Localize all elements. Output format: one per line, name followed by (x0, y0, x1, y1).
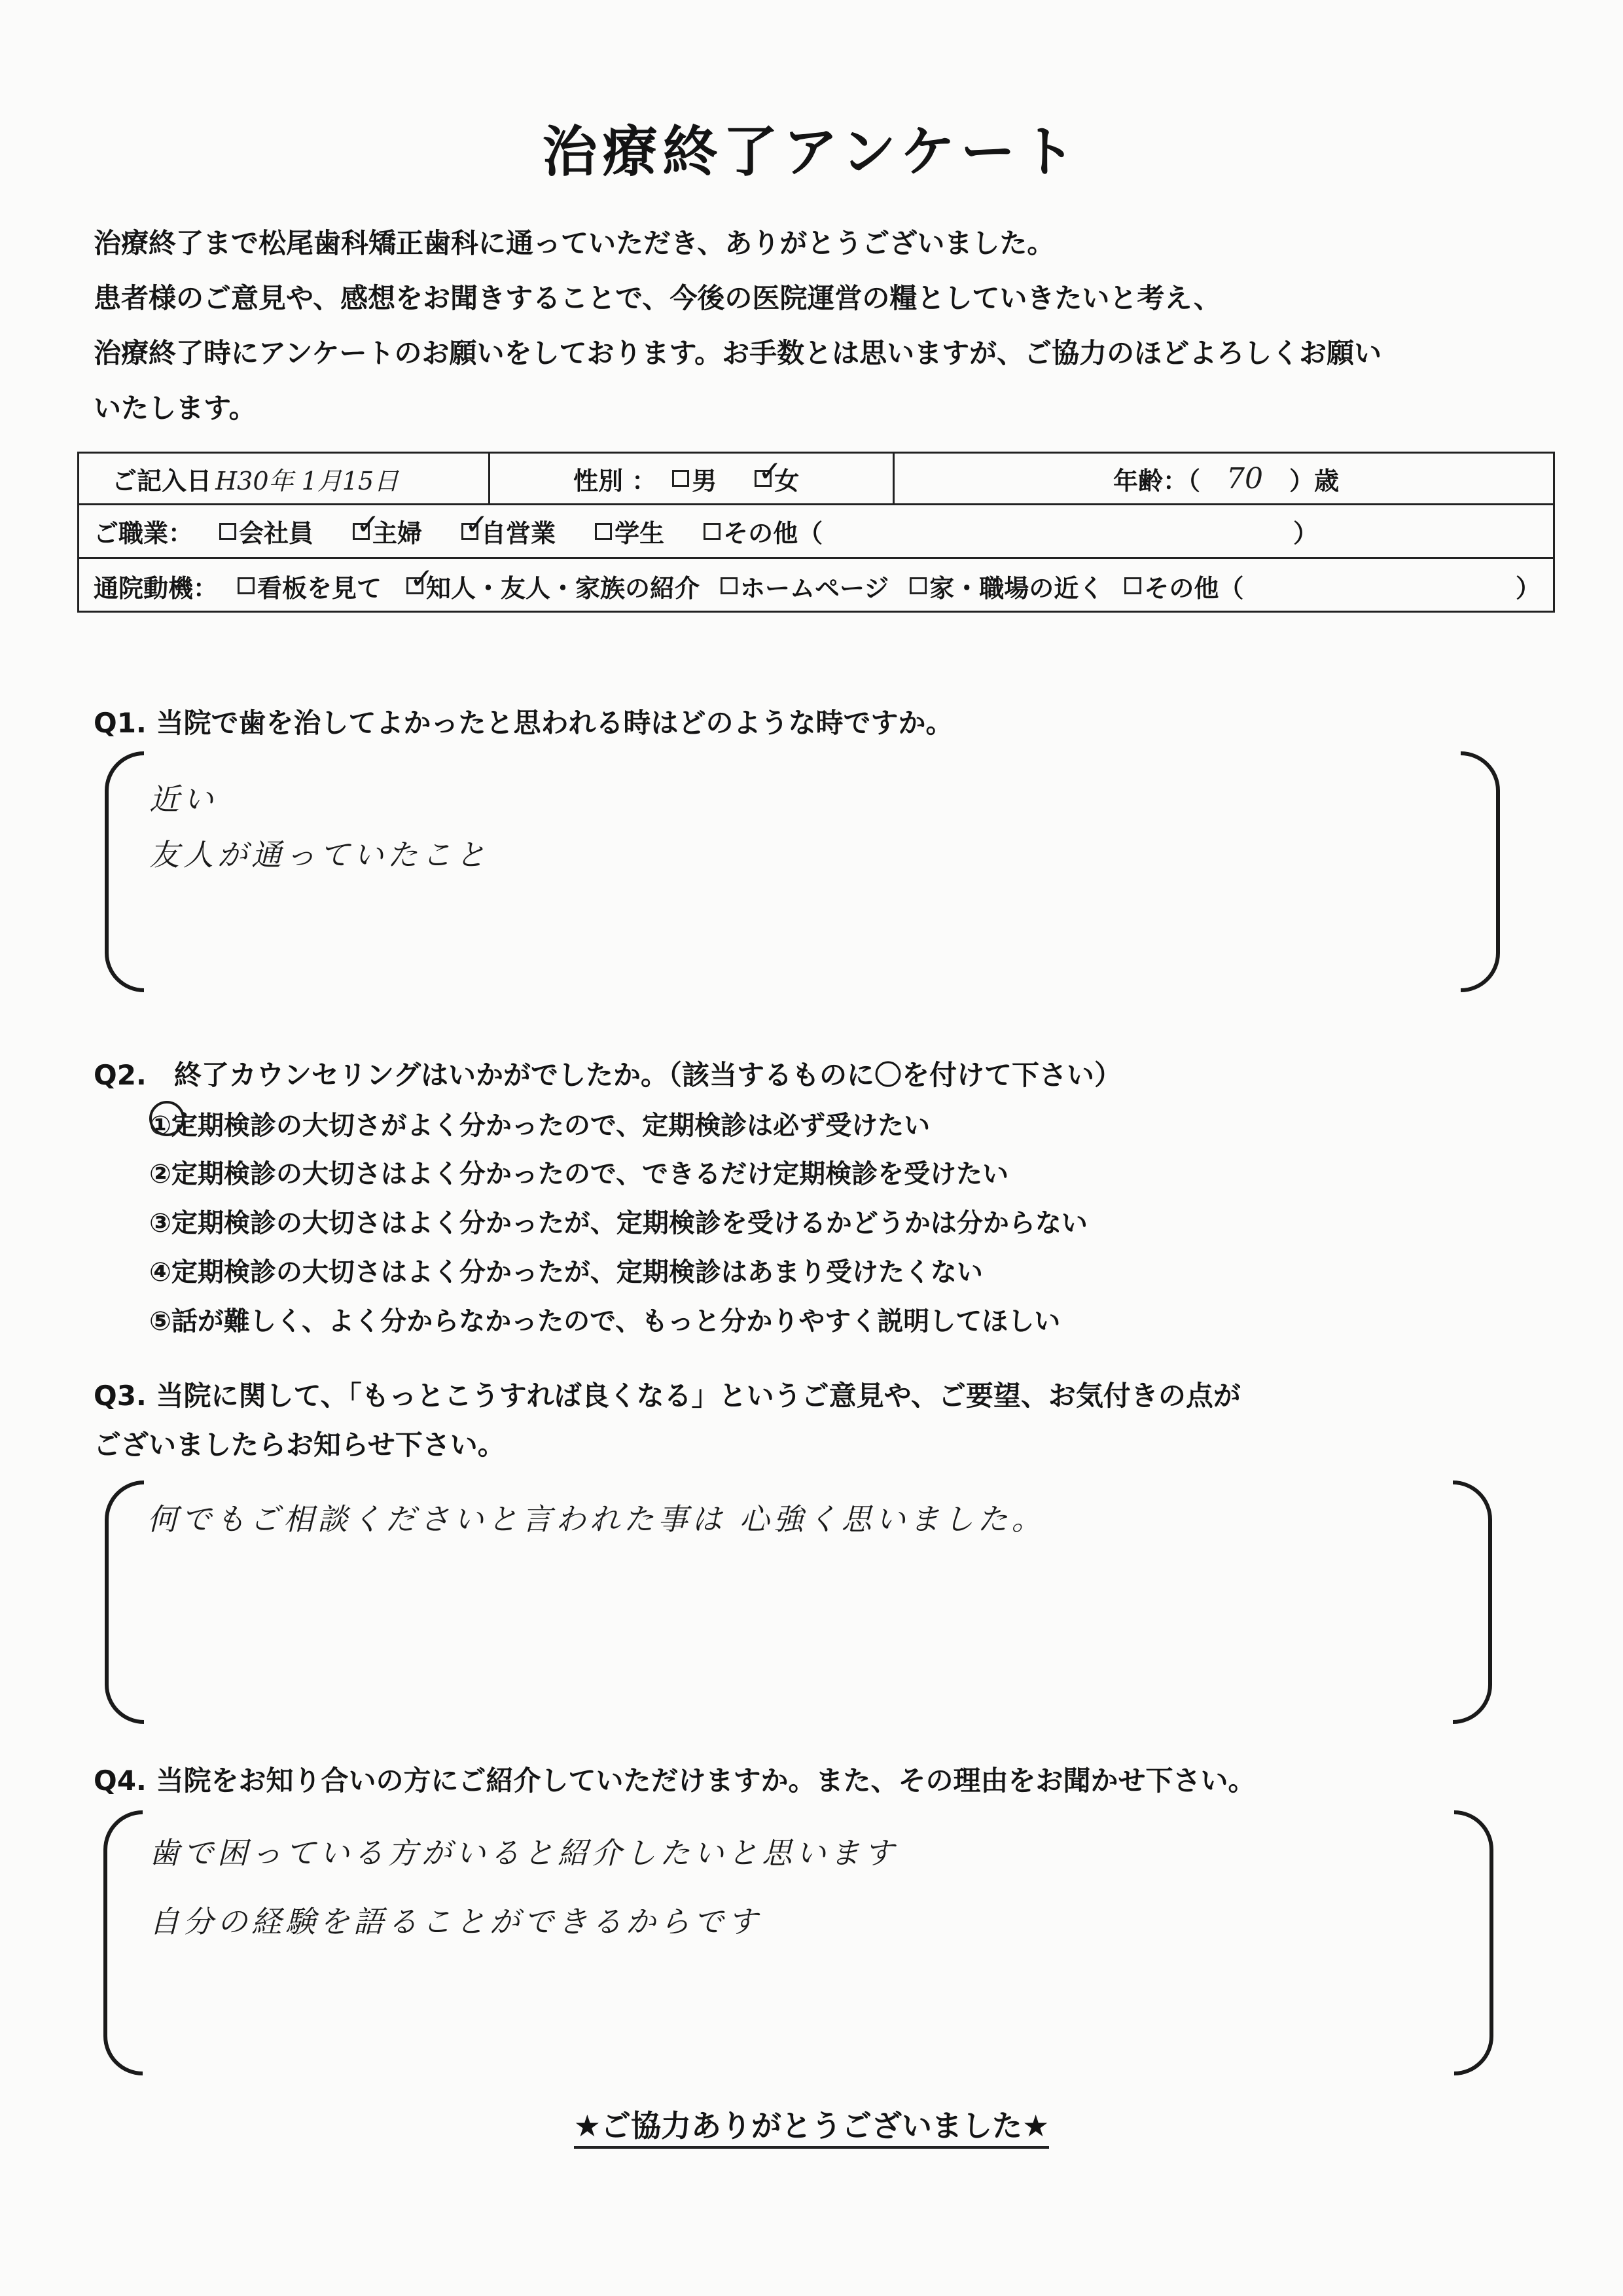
motive-option-homepage[interactable] (721, 568, 889, 604)
selection-circle-icon (149, 1101, 185, 1136)
question-3-line-2: ございましたらお知らせ下さい。 (94, 1429, 505, 1461)
q2-option-2[interactable]: ②定期検診の大切さはよく分かったので、できるだけ定期検診を受けたい (149, 1159, 1009, 1189)
q2-option-5[interactable]: ⑤話が難しく、よく分からなかったので、もっと分かりやすく説明してほしい (149, 1306, 1061, 1336)
checked-checkbox-icon (755, 470, 772, 487)
date-cell (112, 454, 399, 503)
intro-line: 治療終了まで松尾歯科矯正歯科に通っていただき、ありがとうございました。 (94, 227, 1055, 259)
motive-option-referral[interactable] (406, 568, 700, 604)
job-option-student[interactable] (595, 513, 664, 549)
checkbox-icon (672, 470, 689, 487)
job-option-other[interactable] (704, 513, 823, 549)
answer-bracket-right (1453, 1480, 1492, 1724)
motive-option-nearby[interactable] (910, 568, 1103, 604)
job-option-label: その他（ (723, 519, 823, 548)
checkbox-icon (721, 577, 738, 594)
checkbox-icon (595, 523, 612, 540)
gender-male-checkbox[interactable] (672, 461, 717, 497)
answer-bracket-right (1461, 751, 1500, 992)
checked-checkbox-icon (461, 523, 478, 540)
answer-bracket-right (1454, 1810, 1493, 2075)
info-row-occupation (79, 505, 1553, 559)
thanks-text: ★ご協力ありがとうございました★ (574, 2108, 1049, 2149)
age-cell (1113, 454, 1339, 503)
answer-4-line[interactable]: 自分の経験を語ることができるからです (149, 1904, 762, 1939)
question-3: Q3. 当院に関して、「もっとこうすれば良くなる」というご意見や、ご要望、お気付きの点が (94, 1380, 1241, 1412)
checkbox-icon (219, 523, 236, 540)
date-value[interactable]: H30年 1月15日 (215, 466, 399, 495)
motivation-cell (94, 559, 1243, 613)
intro-text (94, 216, 1501, 436)
job-option-label: 自営業 (481, 519, 556, 548)
occupation-label: ご職業： (94, 519, 194, 548)
gender-female-label: 女 (774, 466, 800, 495)
job-option-self-employed[interactable] (461, 513, 556, 549)
divider (893, 454, 895, 503)
answer-1-line[interactable]: 友人が通っていたこと (149, 837, 490, 872)
age-value[interactable]: 70 (1226, 461, 1264, 495)
answer-bracket-left (103, 1810, 143, 2075)
job-option-housewife[interactable] (353, 513, 422, 549)
gender-male-label: 男 (692, 466, 717, 495)
intro-line: いたします。 (94, 392, 257, 424)
motive-option-label: その他（ (1144, 573, 1244, 603)
motive-option-signboard[interactable] (238, 568, 382, 604)
age-suffix: ）歳 (1289, 466, 1340, 495)
motive-option-label: 看板を見て (257, 573, 382, 603)
gender-cell (573, 454, 799, 503)
checkbox-icon (910, 577, 927, 594)
motive-option-other[interactable] (1124, 568, 1243, 604)
motivation-label: 通院動機： (94, 573, 219, 603)
motive-option-label: 知人・友人・家族の紹介 (426, 573, 700, 603)
info-row-date-gender-age (79, 454, 1553, 505)
motive-option-label: ホームページ (740, 573, 889, 603)
job-other-close: ） (1293, 519, 1319, 548)
motive-option-label: 家・職場の近く (929, 573, 1104, 603)
thanks-footer (0, 2102, 1623, 2145)
age-label: 年齢：（ (1113, 466, 1201, 495)
occupation-cell (94, 505, 823, 557)
q2-option-3[interactable]: ③定期検診の大切さはよく分かったが、定期検診を受けるかどうかは分からない (149, 1208, 1088, 1238)
checkbox-icon (704, 523, 721, 540)
answer-1-line[interactable]: 近い (149, 781, 217, 817)
info-row-motivation (79, 559, 1553, 613)
answer-bracket-left (105, 751, 144, 992)
job-option-label: 学生 (615, 519, 665, 548)
date-label: ご記入日 (112, 466, 212, 495)
answer-bracket-left (105, 1480, 144, 1724)
checkbox-icon (1124, 577, 1141, 594)
motive-other-close: ） (1516, 573, 1541, 603)
job-option-company[interactable] (219, 513, 313, 549)
job-option-label: 主婦 (372, 519, 423, 548)
intro-line: 患者様のご意見や、感想をお聞きすることで、今後の医院運営の糧としていきたいと考え、 (94, 282, 1221, 314)
job-option-label: 会社員 (239, 519, 314, 548)
checkbox-icon (238, 577, 255, 594)
divider (488, 454, 490, 503)
q2-option-1[interactable]: ①定期検診の大切さがよく分かったので、定期検診は必ず受けたい (149, 1111, 931, 1141)
answer-4-line[interactable]: 歯で困っている方がいると紹介したいと思います (149, 1835, 898, 1871)
intro-line: 治療終了時にアンケートのお願いをしております。お手数とは思いますが、ご協力のほどよろしくお願い (94, 337, 1382, 369)
gender-label: 性別 ： (573, 466, 657, 495)
checked-checkbox-icon (353, 523, 370, 540)
page-title: 治療終了アンケート (542, 120, 1081, 184)
question-1: Q1. 当院で歯を治してよかったと思われる時はどのような時ですか。 (94, 707, 954, 739)
answer-3-line[interactable]: 何でもご相談くださいと言われた事は 心強く思いました。 (147, 1501, 1046, 1537)
checked-checkbox-icon (406, 577, 423, 594)
question-2: Q2. 終了カウンセリングはいかがでしたか。（該当するものに〇を付けて下さい） (94, 1059, 1122, 1091)
gender-female-checkbox[interactable] (755, 461, 799, 497)
q2-option-4[interactable]: ④定期検診の大切さはよく分かったが、定期検診はあまり受けたくない (149, 1257, 983, 1287)
question-4: Q4. 当院をお知り合いの方にご紹介していただけますか。また、その理由をお聞かせ下さい。 (94, 1765, 1256, 1797)
patient-info-table (77, 452, 1555, 613)
